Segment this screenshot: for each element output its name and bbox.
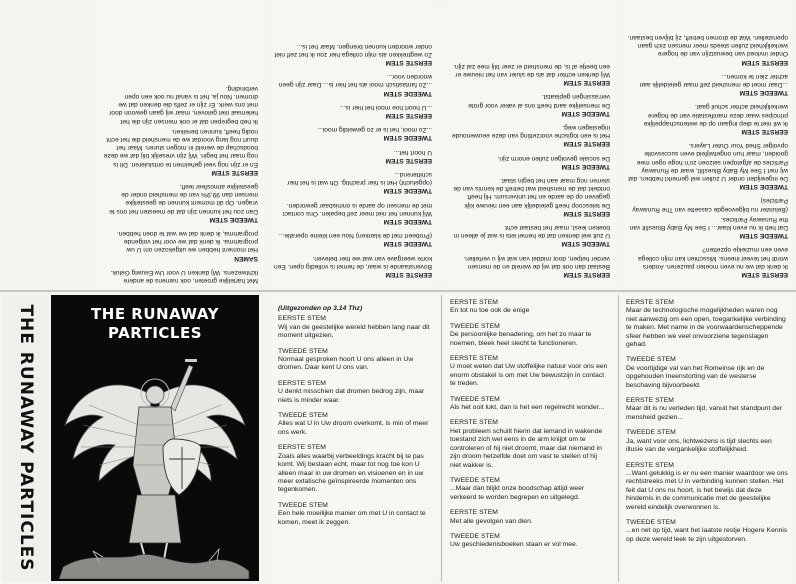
spine xyxy=(2,295,49,581)
speech-text: Het is een logische voorzetting van deze eeuwenoude ingeslagen weg. xyxy=(452,123,610,140)
spine-title: THE RUNAWAY PARTICLES xyxy=(15,304,36,572)
speech-text: Ik heb begrepen dat er ook mensen zijn die het helemaal niet geloven, maar wij gaan gewoon door met ons werk. Er zijn er zelfs die denken dat we dromen. Nou ja, het is vanaf nu ook een open verbinding. xyxy=(109,84,258,125)
speaker-label: EERSTE STEM xyxy=(563,209,610,217)
top-panel-4-text xyxy=(620,29,794,286)
speech-text: De telescoop heeft geleidelijk aan een nieuwe kijk gegeven op de aarde en het universum. Hij heeft ontdekt dat de mensheid wat betreft de kennis van de sterren nog maar aan het begin staat. xyxy=(453,176,610,209)
speaker-label: EERSTE STEM xyxy=(450,509,498,517)
cover-panel xyxy=(51,295,259,581)
speaker-label: TWEEDE STEM xyxy=(450,532,500,540)
speaker-label: EERSTE STEM xyxy=(385,111,432,119)
speaker-label: EERSTE STEM xyxy=(278,379,326,387)
speaker-label: TWEEDE STEM xyxy=(450,395,500,403)
speaker-label: TWEEDE STEM xyxy=(626,518,676,526)
speech-text: Wij denken echter dat als de sluier van het nieuwe er een beetje af is, de mensheid er zeer blij mee zal zijn. xyxy=(453,62,610,78)
speech-text: De menselijke aard heeft ons al vaker voor grote verrassingen geplaatst. xyxy=(468,93,610,109)
speech-text: U denkt misschien dat dromen bedrog zijn, maar niets is minder waar. xyxy=(278,388,425,404)
speaker-label: TWEEDE STEM xyxy=(561,162,610,170)
speaker-label: TWEEDE STEM xyxy=(278,412,328,420)
speech-text: En tot nu toe ook de enige xyxy=(450,307,530,315)
speech-text: Ik denk dat we nu even moeten pauzeren. Anders wordt het teveel ineens. Misschien kan mijn collega even een muziekje opzetten? xyxy=(638,246,788,270)
speech-text: ...Zo fantastisch mooi als het hier is... Daar zijn geen woorden voor... xyxy=(278,73,432,89)
speaker-label: EERSTE STEM xyxy=(278,444,326,452)
speech-text: U zult wel denken dat de hemel iets is wat je alleen in boeken leest, maar het bestaat echt. xyxy=(453,223,610,240)
speaker-label: TWEEDE STEM xyxy=(383,134,432,142)
fold-line-4 xyxy=(618,295,619,582)
speech-text: Alles wat U in Uw droom overkomt, is min of meer ons werk. xyxy=(278,420,429,436)
speaker-label: EERSTE STEM xyxy=(385,156,432,164)
archangel-illustration xyxy=(59,355,251,579)
cover-title-line-2: PARTICLES xyxy=(107,324,203,342)
speech-text: ...en net op tijd, want het laatste restje Hogere Kennis op deze wereld leek te zijn uitgestorven. xyxy=(626,527,788,543)
speaker-label: EERSTE STEM xyxy=(563,271,610,278)
speech-text: Maar de technologische mogelijkheden waren nog niet aanwezig om een open, toegankelijke verbinding te maken. Met name in de voorwaardenscheppende sfeer hebben we veel onvoorziene tegenslagen gehad. xyxy=(626,307,786,349)
speaker-label: TWEEDE STEM xyxy=(278,501,328,509)
speaker-label: TWEEDE STEM xyxy=(561,240,610,248)
speech-text: ...Want gelukkig is er nu een manier waardoor we ons rechtstreeks met U in verbinding kunnen stellen. Het feit dat U ons nu hoort, is het bewijs dat deze hindernis in de communicatie met de geestelijke wereld eindelijk overwonnen is. xyxy=(626,469,788,511)
speech-text: Ja, want voor ons, lichtwezens is tijd slechts een illusie van de vergankelijke stoffelijkheid. xyxy=(626,437,772,454)
speaker-label: EERSTE STEM xyxy=(626,299,674,306)
top-panel-3 xyxy=(442,2,616,286)
speaker-label: EERSTE STEM xyxy=(741,271,788,278)
speech-text: De voortijdige val van het Romeinse rijk en de opgehouden Ineenstorting van de westerse beschaving bijvoorbeeld. xyxy=(626,364,765,389)
text-panel-5 xyxy=(620,295,795,582)
speech-text: De ingewijden onder U zullen wel gemerkt hebben, dat wij met I See My Baby Bluesfilt, waar de Runaway Particles de afgelopen seizoen zo'n hoge ogen mee gooiden, maar hun ongetwijfeld even succesvolle opvolger Shed Your Outer Layers. xyxy=(628,142,788,182)
speech-text: Met alle gevolgen van dien. xyxy=(450,517,533,525)
speech-text: Wij van de geestelijke wereld hebben lang naar dit moment uitgezien. xyxy=(278,323,430,340)
speaker-label: SAMEN xyxy=(234,254,258,262)
speaker-label: TWEEDE STEM xyxy=(209,215,258,223)
speech-text: ...Zo mooi, het is er zo geweldig mooi... xyxy=(317,126,432,134)
speech-text: Zoals alles waarbij verbeeldings kracht bij te pas komt. Wij bestaan echt, maar tot nog toe kon U alleen maar in uw dromen en visioenen en in uw meer extatische geïnspireerde momenten ons tegenkomen. xyxy=(278,452,424,494)
speaker-label: TWEEDE STEM xyxy=(626,429,676,437)
speaker-label: EERSTE STEM xyxy=(450,355,498,363)
speaker-label: EERSTE STEM xyxy=(211,168,258,176)
top-panel-1 xyxy=(96,2,264,286)
text-panel-4-body xyxy=(444,295,616,550)
speaker-label: TWEEDE STEM xyxy=(561,109,610,117)
speech-text: U moet weten dat Uw stoffelijke natuur voor ons een enorm obstakel is om met Uw bewustzijn in contact te treden. xyxy=(450,363,608,388)
speaker-label: TWEEDE STEM xyxy=(626,356,676,364)
speech-text: Onder invloed van bewustzijn van de hogere werkelijkheid zullen steeds meer mensen zich gaan openstellen. Wat de dromen betreft, zij blijven bestaan. xyxy=(627,33,788,58)
speech-text: Dan zou het kunnen zijn dat de meesten het ons te vragen. Op dit moment kunnen de geestelijke mensen dan 99,9% van de mensheid onder de geestelijke atmosfeer leeft. xyxy=(109,182,258,215)
speech-text: ...U hoort hoe mooi het hier is... xyxy=(340,103,432,111)
speech-text: Wij kunnen het niet meer zelf bepalen. Ons contact met de mensen op aarde is onmisbaar geworden. xyxy=(282,201,432,217)
speaker-label: EERSTE STEM xyxy=(741,58,788,66)
speaker-label: TWEEDE STEM xyxy=(383,217,432,225)
speaker-label: EERSTE STEM xyxy=(385,271,432,278)
speaker-label: EERSTE STEM xyxy=(563,140,610,148)
horizontal-fold xyxy=(0,290,796,292)
speech-text: ...Daar moet de mensheid zelf maar geleidelijk aan achter zien te komen... xyxy=(639,72,788,88)
speech-text: ...Maar dan blijkt onze boodschap altijd weer verkeerd te worden begrepen en uitgelegd. xyxy=(450,485,585,501)
speaker-label: EERSTE STEM xyxy=(626,461,674,469)
speech-text: Als het ooit lukt, dan is het een regelrecht wonder... xyxy=(450,404,605,412)
speech-text: (Probeert met de klanken) Nou een kleine operatie... xyxy=(278,232,432,240)
speech-text: En er zijn nog veel geheimen te ontsluieren. Dit is nog maar het begin. Wij zijn vreselijk blij dat we deze boodschap de wereld in mogen sturen. Maar het duurt nog lang voordat we de mensheid die het echt nodig heeft, kunnen bereiken. xyxy=(103,127,258,168)
speaker-label: EERSTE STEM xyxy=(741,127,788,135)
text-panel-3-body xyxy=(268,295,438,527)
speech-text: Maar dit is nu verleden tijd, vanuit het standpunt der mensheid gezien... xyxy=(626,405,783,421)
fold-line-3 xyxy=(441,295,442,582)
speaker-label: TWEEDE STEM xyxy=(383,89,432,97)
cover-title xyxy=(51,305,259,343)
speaker-label: TWEEDE STEM xyxy=(739,89,788,97)
speaker-label: TWEEDE STEM xyxy=(383,187,432,195)
speaker-label: TWEEDE STEM xyxy=(739,183,788,191)
cover-title-line-1: THE RUNAWAY xyxy=(91,305,219,323)
speaker-label: EERSTE STEM xyxy=(563,79,610,87)
speech-text: De sociale gevolgen zullen enorm zijn. xyxy=(497,154,610,162)
top-panel-2 xyxy=(268,2,438,286)
speech-text: Het probleem schuilt hierin dat iemand in wakende toestand zich wel eens in de arm knijpt om te controleren of hij niet droomt, maar dat niemand in zijn droom hetzelfde doet om vast te stellen of hij niet wakker is. xyxy=(450,427,603,469)
dragon xyxy=(59,554,249,579)
speech-text: U hoort het... xyxy=(393,148,432,156)
speaker-label: TWEEDE STEM xyxy=(739,232,788,240)
broadcast-note: (Uitgezonden op 3.14 Thz) xyxy=(278,305,363,312)
speech-text: Bovenstaande is waar, de hemel is volledig open. Een korte weergave van wat we hier beleven. xyxy=(274,254,432,270)
text-panel-3 xyxy=(268,295,438,582)
speech-text: Het moment hebben we uitgekozen om U uw programma. Ik denk dat we voor het volgende programma, ik denk dat we wat te doen hebben. xyxy=(116,229,258,254)
speech-text: De persoonlijke benadering, om het zo maar te noemen, bleek heel slecht te functioneren. xyxy=(450,331,592,347)
top-panel-3-text xyxy=(442,58,616,286)
top-panel-4 xyxy=(620,2,794,286)
text-panel-4 xyxy=(444,295,616,582)
speech-text: Zo wegtrekken als mijn collega hier zou ik het zelf niet onder woorden kunnen brengen. Maar het is... xyxy=(274,42,432,58)
speaker-label: EERSTE STEM xyxy=(278,315,326,323)
speaker-label: TWEEDE STEM xyxy=(383,240,432,248)
speaker-label: EERSTE STEM xyxy=(385,58,432,66)
speech-text: (Beluister nu bijgevoegde cassette van The Runaway Particles) xyxy=(632,197,788,213)
top-panel-2-text xyxy=(268,37,438,286)
speech-text: Bestaat dan ook dat wij de wereld en de mensen verder helpen, door middel van wat wij u vertellen. xyxy=(463,254,610,270)
speaker-label: TWEEDE STEM xyxy=(450,476,500,484)
top-panel-1-text xyxy=(96,80,264,286)
speaker-label: TWEEDE STEM xyxy=(278,347,328,355)
speaker-label: EERSTE STEM xyxy=(450,419,498,427)
speech-text: Ik wil niet te diep ingaan op de wetenschappelijke principes waar deze manifestatie van de hogere werkelijkheid achter schuil gaat. xyxy=(643,103,788,127)
speech-text: Met hartelijke groeten, ook namens de andere lichtwezens. Wij danken U voor Uw Eeuwig Geluk. xyxy=(110,268,258,284)
speech-text: Uw geschiedenisboeken staan er vol mee. xyxy=(450,541,578,549)
speaker-label: EERSTE STEM xyxy=(626,397,674,405)
speech-text: (opgelucht) Het is hier prachtig. Oh wat is het hier schitterend... xyxy=(287,170,432,187)
speech-text: Een hele moeilijke manier om met U in contact te komen, meet ik zeggen. xyxy=(278,510,426,526)
speaker-label: EERSTE STEM xyxy=(450,299,498,306)
speech-text: Dat heb ik nu even klaar... I See My Baby Bluesfilt van the Runaway Particles. xyxy=(629,215,788,231)
speech-text: Normaal gesproken hoort U ons alleen in Uw dromen. Daar kent U ons van. xyxy=(278,356,414,372)
text-panel-5-body xyxy=(620,295,795,544)
speaker-label: TWEEDE STEM xyxy=(450,322,500,330)
